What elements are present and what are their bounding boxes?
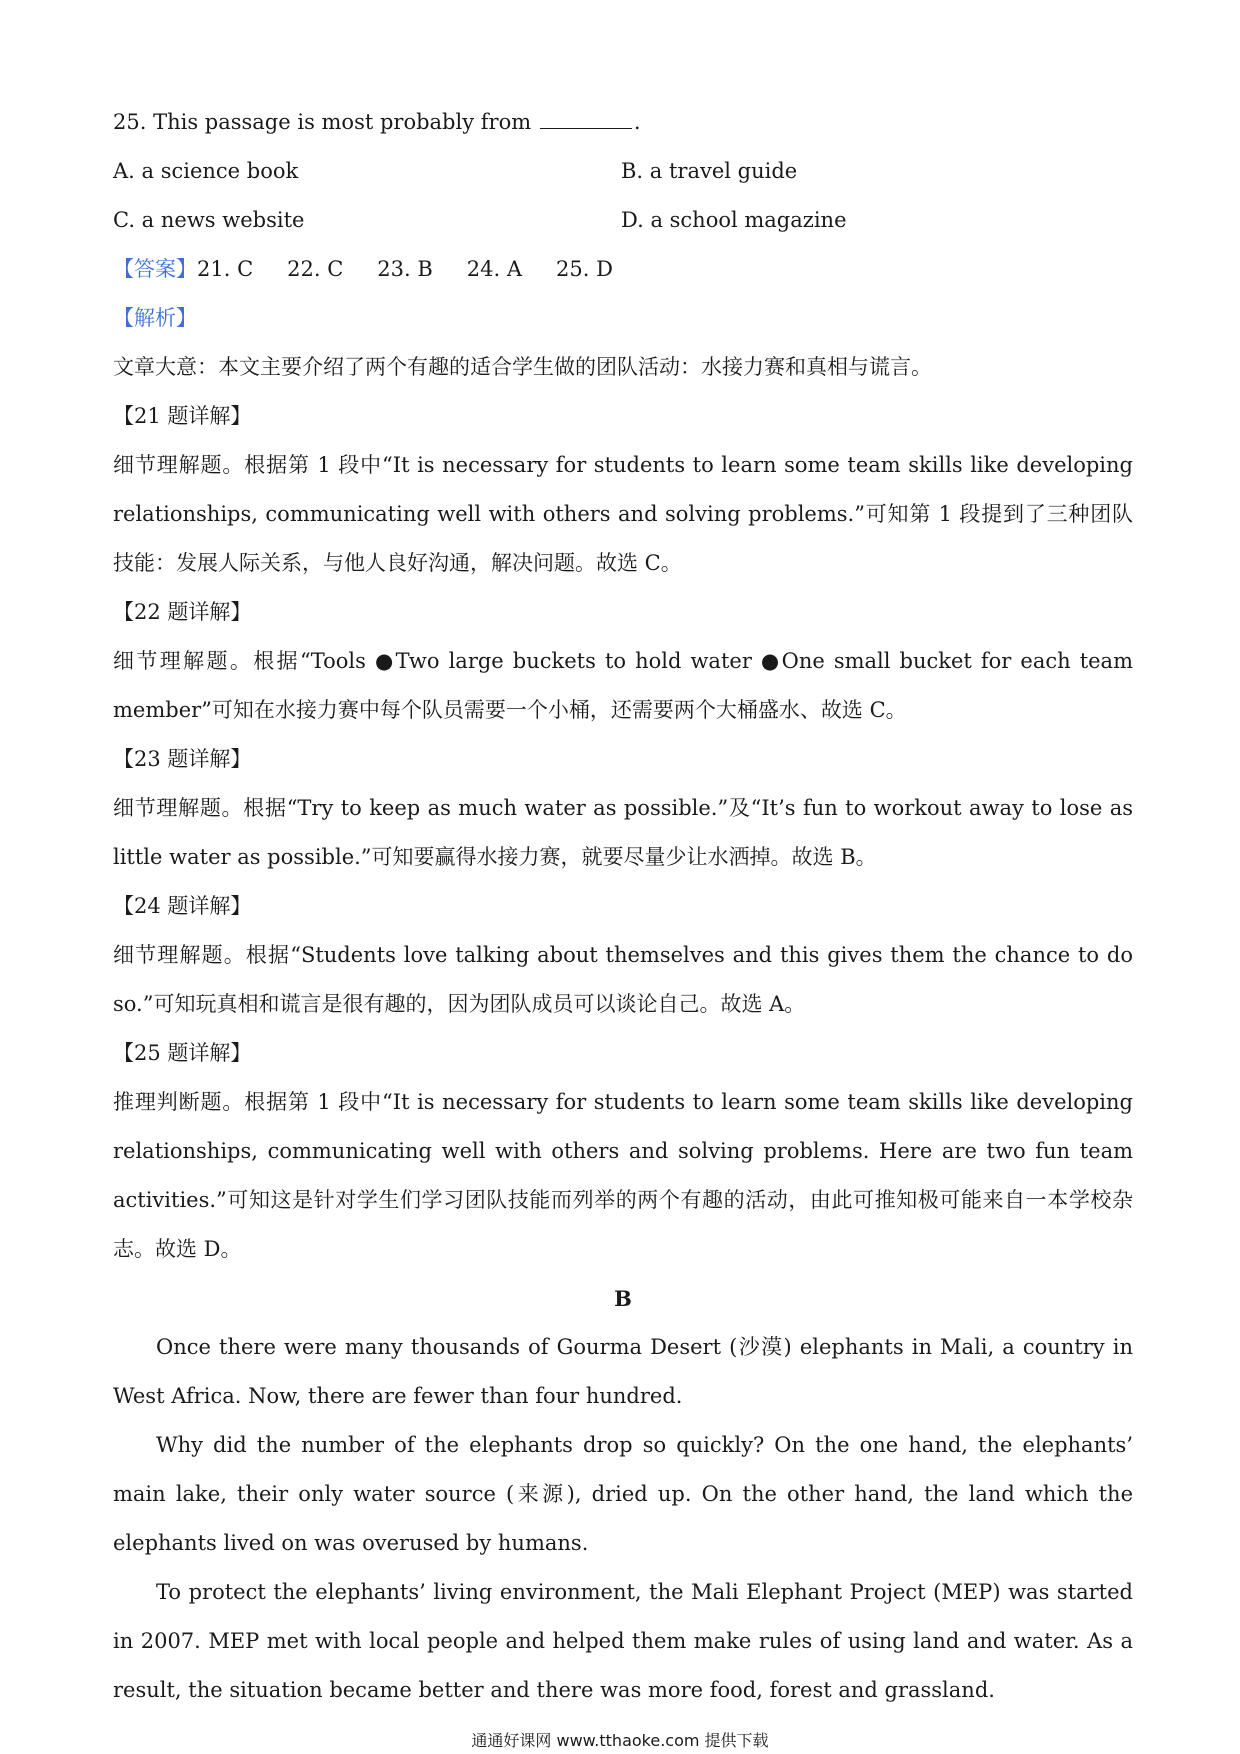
analysis-summary: 文章大意：本文主要介绍了两个有趣的适合学生做的团队活动：水接力赛和真相与谎言。 xyxy=(113,355,932,379)
detail-heading-21: 【21 题详解】 xyxy=(113,404,252,428)
question-25-stem xyxy=(113,98,1133,147)
passage-paragraph-1: Once there were many thousands of Gourma Desert (沙漠) elephants in Mali, a country in West Africa. Now, there are fewer than four hundred. xyxy=(113,1335,1133,1408)
question-25-period: . xyxy=(633,110,641,134)
passage-paragraph-3: To protect the elephants’ living environment, the Mali Elephant Project (MEP) was started in 2007. MEP met with local people and helped them make rules of using land and water. As a result, the situation became better and there was more food, forest and grassland. xyxy=(113,1580,1133,1702)
page-footer: 通通好课网 www.tthaoke.com 提供下载 xyxy=(471,1731,769,1750)
question-25-text: 25. This passage is most probably from xyxy=(113,110,532,134)
analysis-tag: 【解析】 xyxy=(113,306,197,330)
answer-item: 24. A xyxy=(466,257,523,281)
answer-item: 22. C xyxy=(287,257,344,281)
section-b-heading: B xyxy=(614,1286,632,1311)
option-a: A. a science book xyxy=(113,159,299,183)
document-page xyxy=(113,98,1133,1715)
detail-heading-23: 【23 题详解】 xyxy=(113,747,252,771)
detail-text-25: 推理判断题。根据第 1 段中“It is necessary for students to learn some team skills like developing relationships, communicating well with others and solving problems. Here are two fun team activities.”可知这是针对学生们学习团队技能而列举的两个有趣的活动，由此可推知极可能来自一本学校杂志。故选 D。 xyxy=(113,1090,1133,1261)
answer-item: 25. D xyxy=(556,257,613,281)
detail-text-23: 细节理解题。根据“Try to keep as much water as possible.”及“It’s fun to workout away to lose as little water as possible.”可知要赢得水接力赛，就要尽量少让水洒掉。故选 B。 xyxy=(113,796,1133,869)
answer-blank xyxy=(540,110,632,129)
answer-item: 21. C xyxy=(197,257,254,281)
detail-heading-22: 【22 题详解】 xyxy=(113,600,252,624)
detail-text-24: 细节理解题。根据“Students love talking about themselves and this gives them the chance to do so.”可知玩真相和谎言是很有趣的，因为团队成员可以谈论自己。故选 A。 xyxy=(113,943,1133,1016)
detail-text-21: 细节理解题。根据第 1 段中“It is necessary for students to learn some team skills like developing relationships, communicating well with others and solving problems.”可知第 1 段提到了三种团队技能：发展人际关系，与他人良好沟通，解决问题。故选 C。 xyxy=(113,453,1133,575)
option-c: C. a news website xyxy=(113,208,305,232)
option-b: B. a travel guide xyxy=(621,159,798,183)
answer-key xyxy=(113,245,1133,294)
options-row-ab xyxy=(113,147,1133,196)
answer-tag: 【答案】 xyxy=(113,257,197,281)
detail-heading-24: 【24 题详解】 xyxy=(113,894,252,918)
detail-heading-25: 【25 题详解】 xyxy=(113,1041,252,1065)
passage-paragraph-2: Why did the number of the elephants drop so quickly? On the one hand, the elephants’ main lake, their only water source (来源), dried up. On the other hand, the land which the elephants lived on was overused by humans. xyxy=(113,1433,1133,1555)
options-row-cd xyxy=(113,196,1133,245)
detail-text-22: 细节理解题。根据“Tools ●Two large buckets to hold water ●One small bucket for each team member”可知在水接力赛中每个队员需要一个小桶，还需要两个大桶盛水、故选 C。 xyxy=(113,649,1133,722)
answer-item: 23. B xyxy=(377,257,433,281)
option-d: D. a school magazine xyxy=(621,208,847,232)
